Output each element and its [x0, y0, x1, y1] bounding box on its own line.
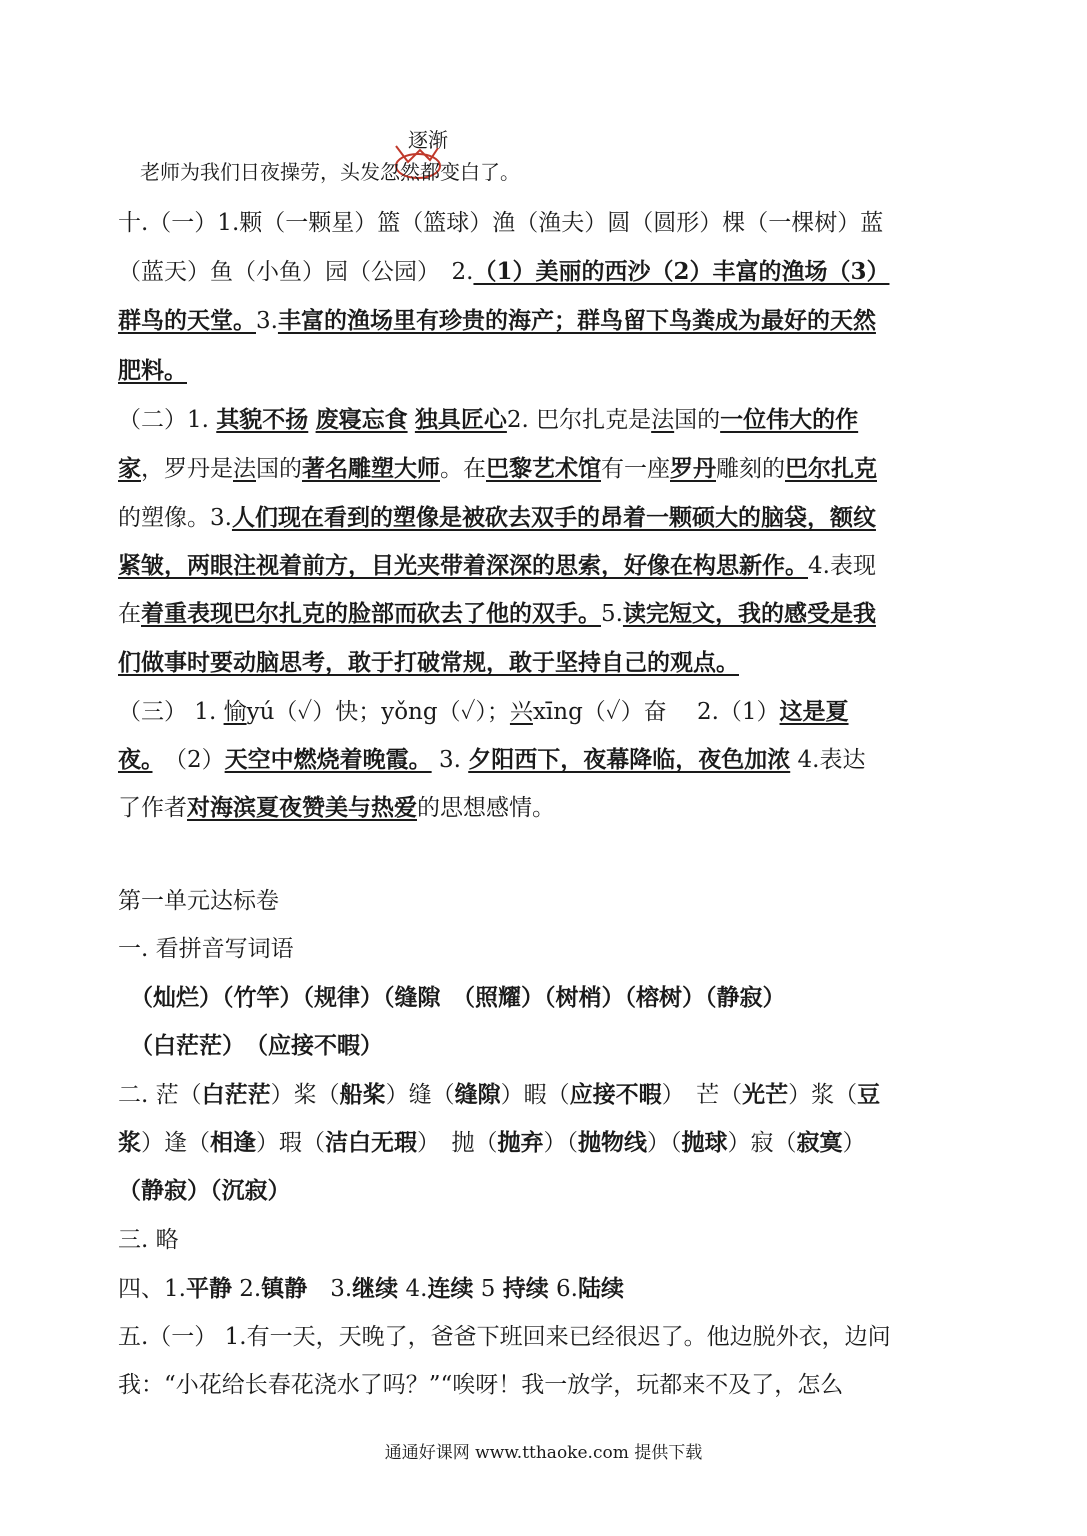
s10-line-3: 群鸟的天堂。3.丰富的渔场里有珍贵的海产；群鸟留下鸟粪成为最好的天然	[118, 307, 876, 334]
inserted-word: 逐渐	[408, 128, 448, 152]
handwritten-correction	[140, 118, 600, 188]
s10-line-6: 家，罗丹是法国的著名雕塑大师。在巴黎艺术馆有一座罗丹雕刻的巴尔扎克	[118, 455, 877, 482]
struck-word: 忽然	[380, 160, 420, 184]
s10-line-8: 紧皱，两眼注视着前方，目光夹带着深深的思索，好像在构思新作。4.表现	[118, 552, 876, 579]
q1-title: 一. 看拼音写词语	[118, 936, 294, 962]
s10-line-5: （二）1. 其貌不扬 废寝忘食 独具匠心2. 巴尔扎克是法国的一位伟大的作	[118, 406, 859, 433]
s10-line-13: 了作者对海滨夏夜赞美与热爱的思想感情。	[118, 794, 555, 821]
page-footer: 通通好课网 www.tthaoke.com 提供下载	[384, 1443, 703, 1463]
s10-line-11: （三） 1. 愉yú（✓）快；yǒng（✓）；兴xīng（✓）奋 2.（1）这是夏	[118, 698, 849, 725]
q1-line-2: （白茫茫） （应接不暇）	[130, 1032, 383, 1059]
corrected-sentence: 老师为我们日夜操劳，头发忽然都变白了。	[140, 160, 520, 184]
q3-line: 三. 略	[118, 1227, 179, 1253]
s10-line-12: 夜。 （2）天空中燃烧着晚霞。 3. 夕阳西下，夜幕降临，夜色加浓 4.表达	[118, 746, 866, 773]
s10-line-7: 的塑像。3.人们现在看到的塑像是被砍去双手的昂着一颗硕大的脑袋，额纹	[118, 504, 876, 531]
q5-line-1: 五.（一） 1.有一天，天晚了，爸爸下班回来已经很迟了。他边脱外衣，边问	[118, 1324, 891, 1350]
q1-line-1: （灿烂）（竹竿）（规律）（缝隙 （照耀）（树梢）（榕树）（静寂）	[130, 984, 786, 1011]
unit-title: 第一单元达标卷	[118, 888, 279, 914]
q2-line-1: 二. 茫（白茫茫）桨（船桨）缝（缝隙）暇（应接不暇） 芒（光芒）浆（豆	[118, 1081, 881, 1108]
q2-line-2: 浆）逢（相逢）瑕（洁白无瑕） 抛（抛弃）（抛物线）（抛球）寂（寂寞）	[118, 1129, 866, 1156]
q4-line: 四、1.平静 2.镇静 3.继续 4.连续 5 持续 6.陆续	[118, 1275, 624, 1302]
s10-line-10: 们做事时要动脑思考，敢于打破常规，敢于坚持自己的观点。	[118, 649, 739, 676]
q2-line-3: （静寂）（沉寂）	[118, 1177, 291, 1204]
s10-line-4: 肥料。	[118, 357, 187, 384]
s10-line-2: （蓝天）鱼（小鱼）园（公园） 2.（1）美丽的西沙（2）丰富的渔场（3）	[118, 258, 890, 285]
s10-line-1: 十.（一）1.颗（一颗星）篮（篮球）渔（渔夫）圆（圆形）棵（一棵树）蓝	[118, 210, 884, 236]
s10-line-9: 在着重表现巴尔扎克的脸部而砍去了他的双手。5.读完短文，我的感受是我	[118, 600, 876, 627]
q5-line-2: 我：“小花给长春花浇水了吗？”“唉呀！我一放学，玩都来不及了，怎么	[118, 1372, 844, 1398]
